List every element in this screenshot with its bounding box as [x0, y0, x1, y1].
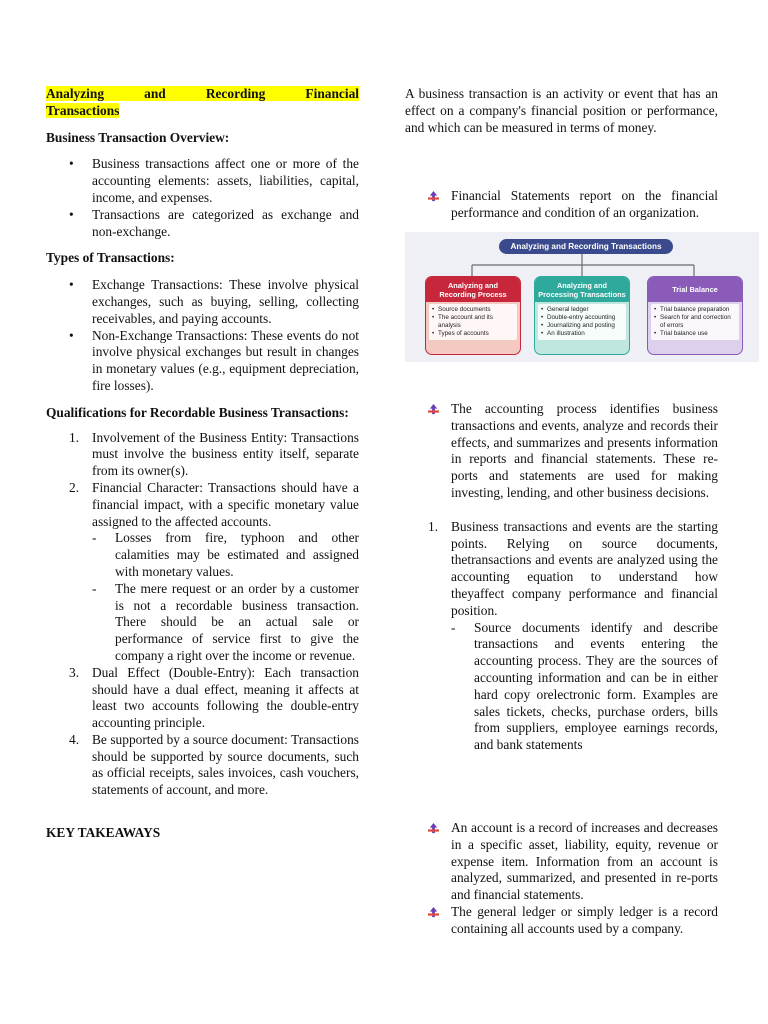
list-item [405, 820, 718, 904]
transactions-diagram [405, 232, 759, 362]
box-item: • Source documents [432, 306, 514, 314]
list-item: • Non-Exchange Transactions: These events do not involve physical exchanges but result in changes in monetary values (e.g., equipment depreciation, fire losses). [46, 328, 359, 395]
arrow-bullet-icon [428, 823, 439, 834]
list-item [46, 732, 359, 799]
process-steps-list [405, 519, 718, 754]
box-item: • The account and its [432, 314, 514, 322]
types-heading: Types of Transactions: [46, 250, 175, 266]
arrow-bullet-icon [428, 191, 439, 202]
overview-list [46, 156, 359, 240]
arrow-bullet-icon [428, 907, 439, 918]
overview-heading: Business Transaction Overview: [46, 129, 230, 145]
key-takeaways-heading: KEY TAKEAWAYS [46, 825, 161, 841]
box-item: • General ledger [541, 306, 623, 314]
item-number: 4. [69, 731, 80, 747]
item-number: 3. [69, 664, 80, 680]
types-list [46, 277, 359, 395]
sub-item: - The mere request or an order by a customer is not a recordable business transaction. There should be an actual sale or performance of service first to give the company a right over the income or revenue. [92, 581, 359, 665]
list-item [46, 665, 359, 732]
item-text: The accounting process identifies business transactions and events, analyze and records their effects, and summarizes and presents information in reports and financial statements. These re-ports and statements are used for making investing, lending, and other business decisions. [451, 401, 718, 500]
item-text: Dual Effect (Double-Entry): Each transaction should have a dual effect, meaning it affects at least two accounts following the double-entry accounting principle. [92, 664, 359, 731]
account-block [405, 820, 718, 938]
process-block [405, 401, 718, 754]
doc-title-line1: Analyzing and Recording Financial [46, 86, 359, 101]
left-column [46, 86, 359, 852]
sub-list [451, 620, 718, 754]
diagram-title: Analyzing and Recording Transactions [499, 239, 673, 254]
box-item: • Trial balance preparation [654, 306, 736, 314]
item-text: Involvement of the Business Entity: Transactions must involve the business entity itself, separate from its owner(s). [92, 429, 359, 479]
diagram-box-trial-balance [647, 276, 743, 355]
box-item: • Journalizing and posting [541, 322, 623, 330]
item-text: Financial Character: Transactions should have a financial impact, with a specific monetary value assigned to the affected accounts. [92, 479, 359, 529]
box-item: • An illustration [541, 330, 623, 338]
box-item: • Types of accounts [432, 330, 514, 338]
box-item: • Trial balance use [654, 330, 736, 338]
arrow-bullet-icon [428, 404, 439, 415]
box-header: Analyzing and Processing Transactions [535, 277, 629, 302]
qualifications-list [46, 430, 359, 800]
item-text: Be supported by a source document: Transactions should be supported by source documents, such as official receipts, sales invoices, cash vouchers, statements of account, and more. [92, 731, 359, 798]
item-text: An account is a record of increases and decreases in a specific asset, liability, equity, revenue or expense item. Information from an account is analyzed, summarized, and presented in re-ports and financial statements. [451, 820, 718, 903]
qualifications-heading: Qualifications for Recordable Business Transactions: [46, 404, 349, 420]
box-item: • Search for and correction [654, 314, 736, 322]
box-header: Analyzing and Recording Process [426, 277, 520, 302]
fs-block [405, 188, 718, 222]
item-number: 1. [69, 429, 80, 445]
box-items [429, 304, 517, 340]
list-item: • Exchange Transactions: These involve physical exchanges, such as buying, selling, collecting receivables, and paying accounts. [46, 277, 359, 327]
right-column-top [405, 86, 718, 136]
intro-paragraph: A business transaction is an activity or event that has an effect on a company's financial position or performance, and which can be measured in terms of money. [405, 86, 718, 135]
sub-item: - Losses from fire, typhoon and other calamities may be estimated and assigned with monetary values. [92, 530, 359, 580]
box-header: Trial Balance [648, 277, 742, 302]
list-item [46, 480, 359, 665]
list-item [405, 401, 718, 502]
list-item [405, 188, 718, 222]
box-item: • Double-entry accounting [541, 314, 623, 322]
list-item: • Transactions are categorized as exchange and non-exchange. [46, 207, 359, 241]
list-item [405, 519, 718, 754]
sub-item: - Source documents identify and describe transactions and events entering the accounting process. They are the sources of accounting information and can be in either hard copy orelectronic form. Examples are sales tickets, checks, purchase orders, bills from suppliers, employee earnings records, and bank statements [451, 620, 718, 754]
item-text: Business transactions and events are the starting points. Relying on source documents, thetransactions and events are analyzed using the accounting equation to understand how theyaffect company performance and financial position. [451, 518, 718, 618]
sub-list [92, 530, 359, 664]
box-item: of errors [660, 322, 684, 329]
box-items [538, 304, 626, 340]
list-item [405, 904, 718, 938]
item-number: 1. [428, 518, 439, 534]
box-item: analysis [438, 322, 461, 329]
item-number: 2. [69, 479, 80, 495]
item-text: Financial Statements report on the financial performance and condition of an organization. [451, 188, 718, 220]
diagram-box-recording-process [425, 276, 521, 355]
doc-title-line2: Transactions [46, 102, 120, 118]
list-item: • Business transactions affect one or more of the accounting elements: assets, liabilities, capital, income, and expenses. [46, 156, 359, 206]
diagram-box-processing-transactions [534, 276, 630, 355]
box-items [651, 304, 739, 340]
list-item [46, 430, 359, 480]
item-text: The general ledger or simply ledger is a record containing all accounts used by a company. [451, 903, 718, 936]
